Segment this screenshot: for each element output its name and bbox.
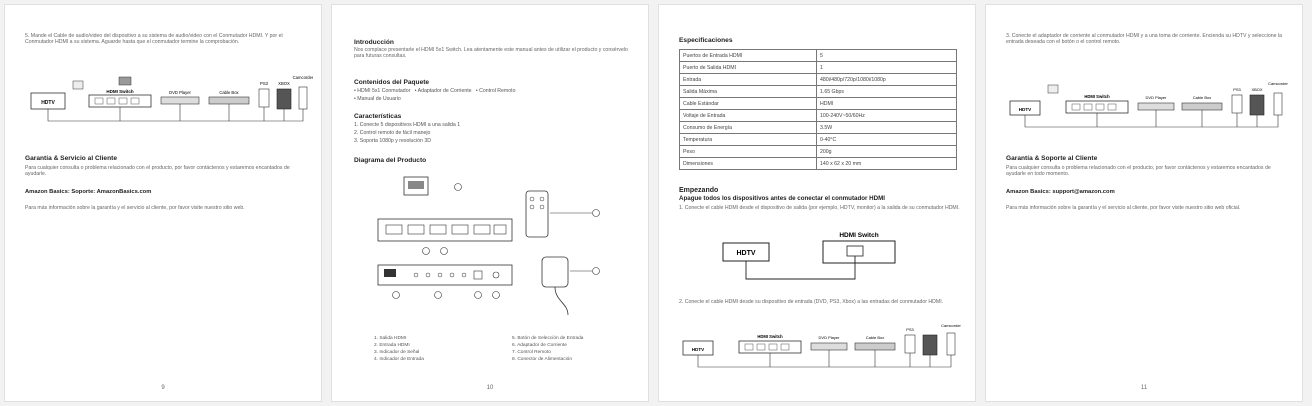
power-jack-icon [493, 272, 499, 278]
hdmi-port-icon [494, 225, 506, 234]
cable-box-icon [1182, 103, 1222, 110]
manual-page-1 [4, 4, 322, 402]
legend-item: 7. Control Remoto [512, 350, 551, 355]
hdtv-label: HDTV [691, 347, 705, 352]
led-indicator-icon [414, 273, 418, 277]
hdmi-port-icon [119, 98, 127, 104]
contents-item: • HDMI 5x1 Conmutador [354, 88, 411, 94]
camcorder-label: Camcorder [941, 323, 961, 328]
table-row: Voltaje de Entrada 100-240V~50/60Hz [680, 110, 957, 122]
manual-page-2 [331, 4, 649, 402]
callout-marker [593, 210, 600, 217]
specs-heading: Especificaciones [679, 37, 733, 44]
hdtv-label: HDTV [1018, 107, 1032, 112]
features-list [354, 121, 624, 145]
intro-text: Nos complace presentarle el HDMI 5x1 Switch. Lea atentamente este manual antes de utilizar el producto y consérvelo para futuras consultas. [354, 47, 628, 60]
hdmi-port-icon [1084, 104, 1092, 110]
cable-box-icon [855, 343, 895, 350]
hdmi-connector-icon [408, 181, 424, 189]
legend-right [512, 335, 642, 363]
camcorder-label: Camcorder [1268, 81, 1288, 86]
xbox-icon [1250, 95, 1264, 115]
led-indicator-icon [462, 273, 466, 277]
callout-marker [435, 292, 442, 299]
legend-item: 4. Indicador de Entrada [374, 357, 424, 362]
table-row: Consumo de Energía 3.5W [680, 122, 957, 134]
cable-label: Cable Box [865, 335, 885, 340]
connection-step-text: 5. Mande el Cable de audio/video del dispositivo a su sistema de audio/video con el Conmutador HDMI. Y por el Conmutador HDMI a su sistema. Aguarde hasta que el conmutador termine la comprobación. [25, 33, 283, 46]
led-indicator-icon [426, 273, 430, 277]
legend-item: 5. Botón de Selección de Entrada [512, 336, 584, 341]
warranty-heading: Garantía & Servicio al Cliente [25, 155, 117, 162]
hdmi-port-icon [452, 225, 468, 234]
cable-box-icon [209, 97, 249, 104]
hdmi-port-icon [757, 344, 765, 350]
ir-receiver-icon [384, 269, 396, 277]
feature-item: 1. Conecte 5 dispositivos HDMI a una salida 1 [354, 122, 461, 128]
hdmi-port-icon [1096, 104, 1104, 110]
contents-heading: Contenidos del Paquete [354, 79, 430, 86]
switch-label: HDMI Switch [839, 232, 879, 239]
ps3-label: PS3 [260, 81, 268, 86]
support-line: Amazon Basics: support@amazon.com [1006, 189, 1115, 195]
table-row: Cable Estándar HDMI [680, 98, 957, 110]
connection-diagram [1004, 71, 1294, 141]
xbox-label: XBOX [278, 81, 290, 86]
hdmi-port-icon [386, 225, 402, 234]
intro-heading: Introducción [354, 39, 394, 46]
cable-label: Cable Box [219, 90, 239, 95]
led-indicator-icon [450, 273, 454, 277]
ps3-icon [1232, 95, 1242, 113]
table-row: Temperatura 0-40°C [680, 134, 957, 146]
page-number: 11 [1140, 385, 1148, 391]
table-row: Dimensiones 140 x 62 x 20 mm [680, 158, 957, 170]
features-heading: Características [354, 113, 402, 120]
footer-text: Para más información sobre la garantía y el servicio al cliente, por favor visite nuestro sitio web. [25, 205, 245, 211]
manual-page-4 [985, 4, 1303, 402]
callout-marker [455, 184, 462, 191]
hdmi-port-icon [95, 98, 103, 104]
callout-marker [593, 268, 600, 275]
contents-item: • Adaptador de Corriente [414, 88, 472, 94]
select-button-icon [474, 271, 482, 279]
hdmi-port-icon [408, 225, 424, 234]
power-adapter-icon [73, 81, 83, 89]
connection-diagram [23, 65, 313, 135]
hdmi-port-icon [430, 225, 446, 234]
callout-marker [475, 292, 482, 299]
table-row: Puerto de Salida HDMI 1 [680, 62, 957, 74]
hdmi-port-icon [131, 98, 139, 104]
camcorder-icon [299, 87, 307, 109]
ps3-icon [905, 335, 915, 353]
hdtv-label: HDTV [41, 100, 55, 106]
dvd-player-icon [1138, 103, 1174, 110]
start-heading: Empezando [679, 187, 719, 194]
contents-list [354, 87, 644, 103]
feature-item: 2. Control remoto de fácil manejo [354, 130, 431, 136]
legend-item: 1. Salida HDMI [374, 336, 407, 341]
hdmi-port-icon [745, 344, 753, 350]
switch-label: HDMI Switch [106, 89, 134, 94]
switch-front-panel [378, 265, 512, 285]
power-adapter-icon [542, 257, 568, 287]
table-row: Entrada 480i/480p/720p/1080i/1080p [680, 74, 957, 86]
ps3-label: PS3 [906, 327, 914, 332]
warranty-text: Para cualquier consulta o problema relacionado con el producto, por favor contáctenos y estaremos encantados de ayudarle. [25, 165, 290, 178]
step-2-diagram [677, 321, 967, 381]
table-row: Puertos de Entrada HDMI 5 [680, 50, 957, 62]
legend-left [374, 335, 504, 363]
dvd-label: DVD Player [1145, 95, 1167, 100]
callout-marker [423, 248, 430, 255]
xbox-label: XBOX [1251, 87, 1263, 92]
hdmi-port-icon [769, 344, 777, 350]
callout-marker [441, 248, 448, 255]
page-number: 9 [161, 385, 165, 391]
led-indicator-icon [438, 273, 442, 277]
callout-marker [393, 292, 400, 299]
manual-page-3 [658, 4, 976, 402]
dvd-player-icon [161, 97, 199, 104]
warranty-text: Para cualquier consulta o problema relacionado con el producto, por favor contáctenos y estaremos encantados de ayudarle en todo momento. [1006, 165, 1271, 178]
legend-item: 8. Conector de Alimentación [512, 357, 572, 362]
legend-item: 3. Indicador de Señal [374, 350, 420, 355]
product-diagram [372, 171, 622, 331]
ps3-icon [259, 89, 269, 107]
start-subheading: Apague todos los dispositivos antes de conectar el conmutador HDMI [679, 195, 885, 202]
table-row: Salida Máxima 1.65 Gbps [680, 86, 957, 98]
dvd-label: DVD Player [818, 335, 840, 340]
legend-item: 2. Entrada HDMI [374, 343, 410, 348]
connection-step-text: 3. Conecte el adaptador de corriente al conmutador HDMI y a una toma de corriente. Encienda su HDTV y seleccione la entrada deseada con el botón o el control remoto. [1006, 33, 1282, 46]
step-2-text: 2. Conecte el cable HDMI desde su dispositivo de entrada (DVD, PS3, Xbox) a las entradas del conmutador HDMI. [679, 299, 944, 305]
hdmi-port-icon [1108, 104, 1116, 110]
contents-item: • Control Remoto [475, 88, 516, 94]
dvd-player-icon [811, 343, 847, 350]
xbox-icon [923, 335, 937, 355]
ps3-label: PS3 [1233, 87, 1241, 92]
power-adapter-icon [1048, 85, 1058, 93]
remote-control-icon [526, 191, 548, 237]
table-row: Peso 200g [680, 146, 957, 158]
step-1-diagram [719, 227, 919, 289]
xbox-icon [277, 89, 291, 109]
hdmi-port-icon [847, 246, 863, 256]
footer-text: Para más información sobre la garantía y el servicio al cliente, por favor visite nuestro sitio web oficial. [1006, 205, 1241, 211]
camcorder-icon [947, 333, 955, 355]
switch-label: HDMI Switch [1084, 94, 1110, 99]
hdtv-label: HDTV [736, 250, 756, 257]
contents-item: • Manual de Usuario [354, 96, 401, 102]
dvd-label: DVD Player [169, 90, 191, 95]
warranty-heading: Garantía & Soporte al Cliente [1006, 155, 1098, 162]
hdmi-port-icon [107, 98, 115, 104]
camcorder-icon [1274, 93, 1282, 115]
hdmi-port-icon [474, 225, 490, 234]
cable-label: Cable Box [1192, 95, 1212, 100]
legend-item: 6. Adaptador de Corriente [512, 343, 567, 348]
support-line: Amazon Basics: Soporte: AmazonBasics.com [25, 189, 152, 195]
callout-marker [493, 292, 500, 299]
hdmi-port-icon [1072, 104, 1080, 110]
remote-icon [119, 77, 131, 85]
specs-table [679, 49, 957, 170]
diagram-heading: Diagrama del Producto [354, 157, 427, 164]
camcorder-label: Camcorder [292, 75, 313, 80]
feature-item: 3. Soporta 1080p y resolución 3D [354, 138, 431, 144]
switch-label: HDMI Switch [757, 334, 783, 339]
hdmi-port-icon [781, 344, 789, 350]
page-number: 10 [486, 385, 494, 391]
step-1-text: 1. Conecte el cable HDMI desde el dispositivo de salida (por ejemplo, HDTV, monitor) a la salida de su conmutador HDMI. [679, 205, 960, 211]
